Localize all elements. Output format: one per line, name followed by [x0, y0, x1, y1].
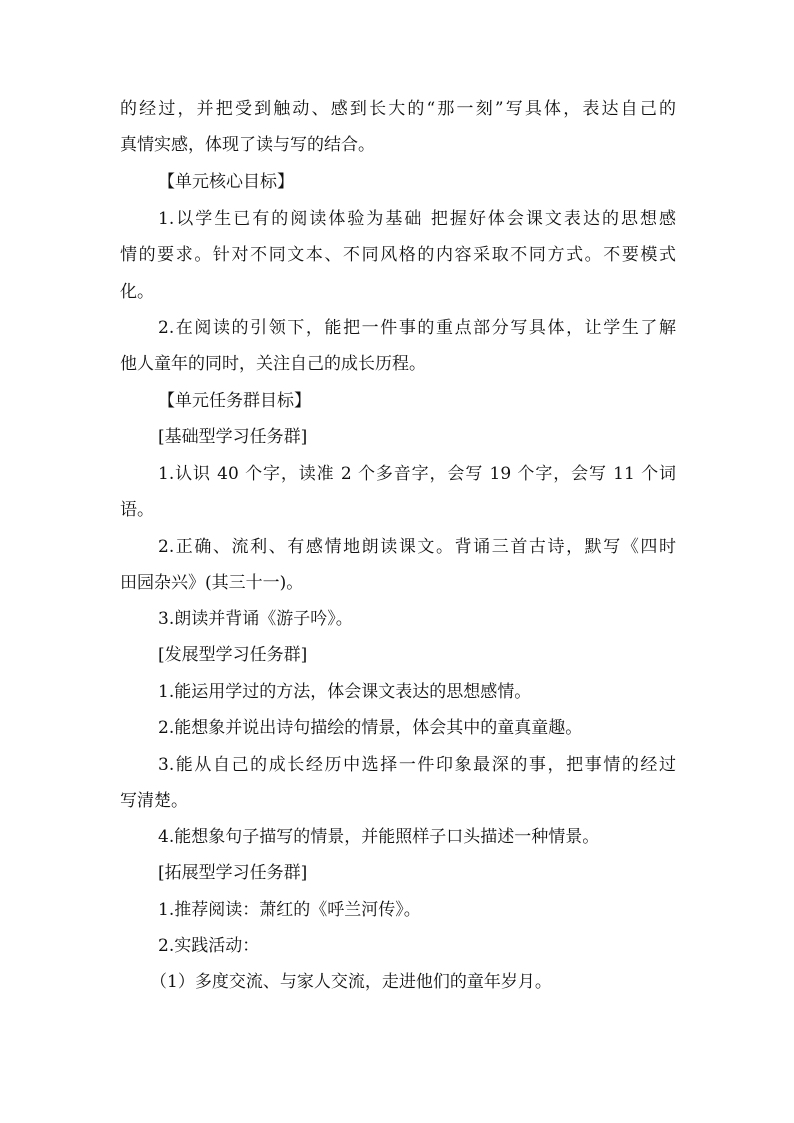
subheading-development-tasks: [发展型学习任务群] [158, 645, 308, 665]
paragraph-line: 2.正确、流利、有感情地朗读课文。背诵三首古诗，默写《四时 [158, 537, 676, 557]
paragraph-line: 情的要求。针对不同文本、不同风格的内容采取不同方式。不要模式 [120, 245, 676, 265]
paragraph-line: 4.能想象句子描写的情景，并能照样子口头描述一种情景。 [158, 827, 600, 847]
paragraph-line: 化。 [120, 282, 154, 302]
paragraph-line: 的经过，并把受到触动、感到长大的“那一刻”写具体，表达自己的 [120, 99, 676, 119]
paragraph-line: 写清楚。 [120, 791, 188, 811]
paragraph-line: 2.在阅读的引领下，能把一件事的重点部分写具体，让学生了解 [158, 318, 676, 338]
paragraph-line: 1.能运用学过的方法，体会课文表达的思想感情。 [158, 682, 532, 702]
paragraph-line: 他人童年的同时，关注自己的成长历程。 [120, 354, 426, 374]
paragraph-line: 1.推荐阅读：萧红的《呼兰河传》。 [158, 900, 421, 920]
paragraph-line: 2.实践活动： [158, 936, 260, 956]
paragraph-line: 1.以学生已有的阅读体验为基础 把握好体会课文表达的思想感 [158, 209, 676, 229]
section-heading-core-goals: 【单元核心目标】 [158, 172, 294, 192]
section-heading-task-group-goals: 【单元任务群目标】 [158, 391, 311, 411]
paragraph-line: （1）多度交流、与家人交流，走进他们的童年岁月。 [150, 972, 552, 992]
paragraph-line: 田园杂兴》(其三十一)。 [120, 573, 304, 593]
paragraph-line: 1.认识 40 个字，读准 2 个多音字，会写 19 个字，会写 11 个词 [158, 464, 676, 484]
paragraph-line: 3.能从自己的成长经历中选择一件印象最深的事，把事情的经过 [158, 755, 676, 775]
paragraph-line: 语。 [120, 500, 154, 520]
paragraph-line: 2.能想象并说出诗句描绘的情景，体会其中的童真童趣。 [158, 718, 583, 738]
paragraph-line: 3.朗读并背诵《游子吟》。 [158, 609, 353, 629]
paragraph-line: 真情实感，体现了读与写的结合。 [120, 135, 375, 155]
subheading-extension-tasks: [拓展型学习任务群] [158, 863, 308, 883]
subheading-basic-tasks: [基础型学习任务群] [158, 427, 308, 447]
